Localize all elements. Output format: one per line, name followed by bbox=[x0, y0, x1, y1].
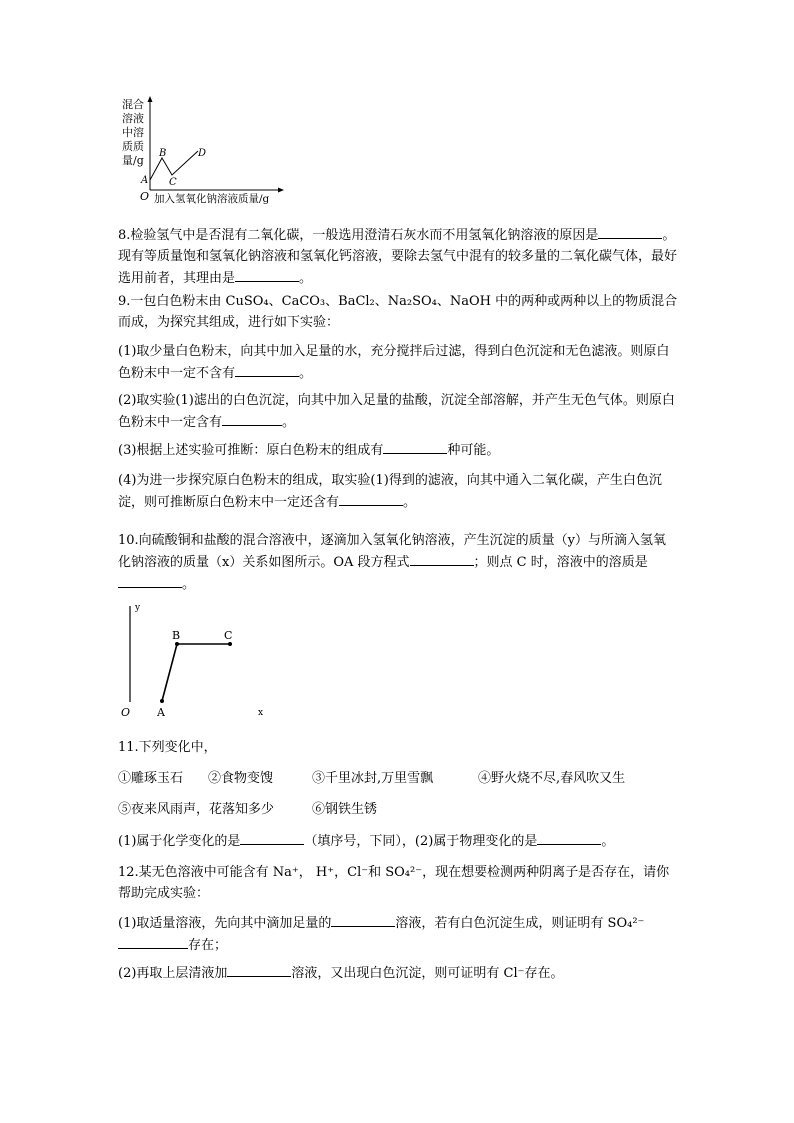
figure-1-graph bbox=[118, 94, 288, 210]
figure1-point-c: C bbox=[169, 177, 177, 188]
q8-answer-blank-1[interactable] bbox=[598, 224, 662, 239]
q12-step1-text-2: 溶液，若有白色沉淀生成，则证明有 SO₄²⁻ bbox=[395, 916, 645, 931]
figure2-line bbox=[162, 644, 230, 701]
question-9-step-2 bbox=[118, 390, 678, 433]
figure1-point-a: A bbox=[141, 175, 149, 186]
q9-step4-text: (4)为进一步探究原白色粉末的组成，取实验(1)得到的滤液，向其中通入二氧化碳，产生白色沉淀，则可推断原白色粉末中一定还含有 bbox=[118, 473, 662, 510]
q10-answer-blank-2[interactable] bbox=[118, 573, 182, 588]
question-9-stem bbox=[118, 291, 678, 333]
q9-step3-text: (3)根据上述实验可推断：原白色粉末的组成有 bbox=[118, 443, 384, 458]
figure1-ylabel-line: 中溶 bbox=[122, 126, 144, 139]
figure1-origin-label: O bbox=[140, 190, 150, 203]
question-10 bbox=[118, 530, 678, 595]
q12-step1-text-3: 存在； bbox=[188, 938, 228, 953]
q11-option-6: ⑥钢铁生锈 bbox=[312, 802, 378, 817]
figure2-point-b-marker bbox=[175, 642, 179, 646]
q10-text-2: ；则点 C 时，溶液中的溶质是 bbox=[473, 555, 648, 570]
q12-answer-blank-2[interactable] bbox=[118, 934, 188, 949]
figure1-y-arrow bbox=[148, 96, 153, 102]
q12-step2-text-1: (2)再取上层清液加 bbox=[118, 966, 228, 981]
figure1-ylabel-line: 量/g bbox=[122, 154, 144, 167]
question-11-stem bbox=[118, 737, 678, 758]
q11-option-2: ②食物变馊 bbox=[208, 771, 274, 786]
q9-answer-blank-4[interactable] bbox=[339, 491, 403, 506]
q9-answer-blank-3[interactable] bbox=[383, 439, 447, 454]
figure1-ylabel-line: 混合 bbox=[122, 98, 144, 111]
q10-answer-blank-1[interactable] bbox=[410, 551, 474, 566]
q11-option-1: ①雕琢玉石 bbox=[118, 771, 184, 786]
q11-ask-text-2: （填序号，下同），(2)属于物理变化的是 bbox=[304, 834, 538, 849]
q11-answer-blank-2[interactable] bbox=[537, 830, 601, 845]
q9-answer-blank-2[interactable] bbox=[222, 411, 282, 426]
figure1-curve bbox=[150, 151, 198, 180]
figure1-point-b: B bbox=[159, 148, 167, 159]
q12-stem-text: 12.某无色溶液中可能含有 Na⁺， H⁺，Cl⁻和 SO₄²⁻，现在想要检测两种阴离子是否存在，请你帮助完成实验： bbox=[118, 865, 670, 901]
figure2-y-label: y bbox=[135, 603, 141, 613]
q11-ask-text-1: (1)属于化学变化的是 bbox=[118, 834, 241, 849]
question-11-options-row-2 bbox=[118, 799, 678, 820]
q8-text-2: 。现有等质量饱和氢氧化钠溶液和氢氧化钙溶液，要除去氢气中混有的较多量的二氧化碳气体，最好选用前者，其理由是 bbox=[118, 228, 678, 286]
q11-option-4: ④野火烧不尽,春风吹又生 bbox=[478, 771, 626, 786]
q9-step1-end: 。 bbox=[299, 366, 313, 381]
q9-step1-text: (1)取少量白色粉末，向其中加入足量的水，充分搅拌后过滤，得到白色沉淀和无色滤液。则原白色粉末中一定不含有 bbox=[118, 344, 670, 381]
figure2-x-label: x bbox=[258, 708, 264, 718]
q9-stem-text: 9.一包白色粉末由 CuSO₄、CaCO₃、BaCl₂、Na₂SO₄、NaOH 中的两种或两种以上的物质混合而成，为探究其组成，进行如下实验： bbox=[118, 294, 678, 330]
question-9-step-4 bbox=[118, 470, 678, 513]
q11-answer-blank-1[interactable] bbox=[240, 830, 304, 845]
q8-text-3: 。 bbox=[299, 271, 313, 286]
question-11-options-row-1 bbox=[118, 768, 698, 789]
figure2-point-b: B bbox=[172, 629, 181, 642]
q8-text-1: 8.检验氢气中是否混有二氧化碳，一般选用澄清石灰水而不用氢氧化钠溶液的原因是 bbox=[118, 228, 599, 243]
question-8 bbox=[118, 224, 678, 289]
figure1-point-d: D bbox=[198, 148, 207, 159]
question-9-step-1 bbox=[118, 341, 678, 384]
question-11-ask bbox=[118, 830, 678, 852]
q10-text-1: 10.向硫酸铜和盐酸的混合溶液中，逐滴加入氢氧化钠溶液，产生沉淀的质量（y）与所滴入氢氧化钠溶液的质量（x）关系如图所示。OA 段方程式 bbox=[118, 533, 667, 570]
q8-answer-blank-2[interactable] bbox=[235, 267, 299, 282]
q9-step3-end: 种可能。 bbox=[447, 443, 500, 458]
q10-text-3: 。 bbox=[182, 577, 196, 592]
q12-step1-text-1: (1)取适量溶液，先向其中滴加足量的 bbox=[118, 916, 332, 931]
q11-ask-text-3: 。 bbox=[601, 834, 615, 849]
figure2-point-a: A bbox=[157, 706, 165, 719]
figure1-x-arrow bbox=[278, 188, 284, 193]
figure2-point-c: C bbox=[224, 629, 233, 642]
q11-option-5: ⑤夜来风雨声，花落知多少 bbox=[118, 802, 275, 817]
figure1-ylabel-line: 质质 bbox=[122, 140, 144, 153]
q9-step2-text: (2)取实验(1)滤出的白色沉淀，向其中加入足量的盐酸，沉淀全部溶解，并产生无色气体。则原白色粉末中一定含有 bbox=[118, 393, 675, 430]
figure2-origin-label: O bbox=[121, 706, 131, 719]
question-12-step-1 bbox=[118, 912, 678, 956]
question-12-step-2 bbox=[118, 962, 678, 984]
q12-answer-blank-3[interactable] bbox=[227, 962, 291, 977]
figure1-ylabel-line: 溶液 bbox=[122, 112, 144, 125]
q9-answer-blank-1[interactable] bbox=[235, 362, 299, 377]
question-12-stem bbox=[118, 862, 678, 904]
figure2-point-a-marker bbox=[160, 699, 164, 703]
question-9-step-3 bbox=[118, 439, 678, 461]
q9-step2-end: 。 bbox=[282, 415, 296, 430]
q12-step2-text-2: 溶液，又出现白色沉淀，则可证明有 Cl⁻存在。 bbox=[291, 966, 564, 981]
q11-option-3: ③千里冰封,万里雪飘 bbox=[312, 771, 434, 786]
figure1-xlabel: 加入氢氧化钠溶液质量/g bbox=[154, 193, 270, 205]
figure-2-graph bbox=[118, 598, 278, 720]
q12-answer-blank-1[interactable] bbox=[331, 912, 395, 927]
q9-step4-end: 。 bbox=[403, 495, 417, 510]
q11-stem-text: 11.下列变化中， bbox=[118, 740, 217, 755]
figure2-point-c-marker bbox=[228, 642, 232, 646]
